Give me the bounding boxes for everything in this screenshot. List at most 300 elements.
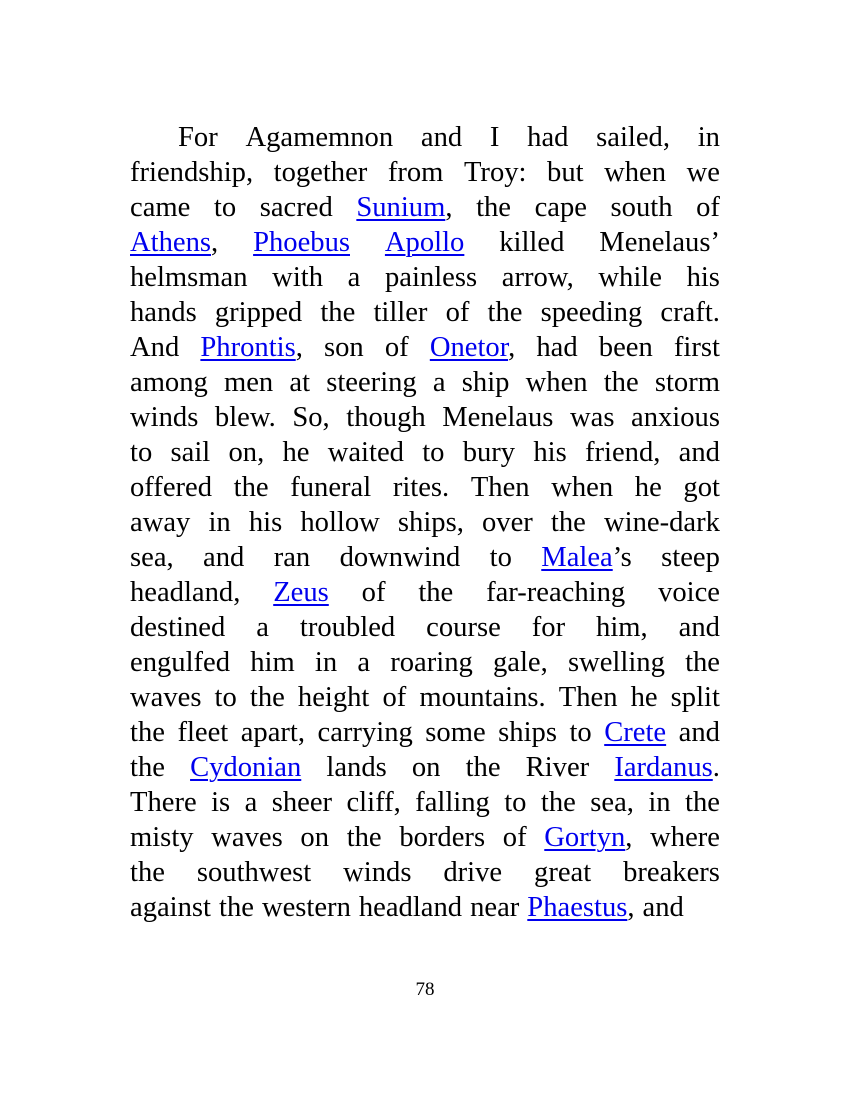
word xyxy=(425,715,485,750)
word-text: together xyxy=(273,157,368,188)
word xyxy=(260,190,333,225)
word-text: in xyxy=(208,507,231,538)
text-line xyxy=(130,890,720,925)
word xyxy=(443,855,502,890)
word-text: , xyxy=(627,892,635,923)
text-line xyxy=(130,820,720,855)
word xyxy=(604,505,720,540)
word xyxy=(130,820,194,855)
word xyxy=(623,855,720,890)
word xyxy=(274,155,368,190)
word xyxy=(130,505,190,540)
word-text: a xyxy=(357,647,371,678)
word xyxy=(476,190,511,225)
word xyxy=(541,785,576,820)
word xyxy=(470,890,519,925)
text-line xyxy=(130,785,720,820)
word xyxy=(599,330,653,365)
word xyxy=(215,295,302,330)
word xyxy=(463,435,515,470)
word xyxy=(215,680,237,715)
word xyxy=(224,365,273,400)
body-paragraph xyxy=(130,120,720,925)
word-text: fleet xyxy=(177,717,229,748)
word xyxy=(533,435,566,470)
word xyxy=(177,715,228,750)
word-text: the xyxy=(130,752,165,783)
word xyxy=(504,785,526,820)
word xyxy=(442,400,553,435)
word xyxy=(245,785,258,820)
word-text: There xyxy=(130,787,197,818)
word-text: apart, xyxy=(240,717,306,748)
word xyxy=(130,155,253,190)
word xyxy=(203,540,244,575)
word xyxy=(568,645,665,680)
word-text: of xyxy=(696,192,720,223)
word-text: and xyxy=(678,717,720,748)
word-text: though xyxy=(346,402,426,433)
word-text: ship xyxy=(461,367,510,398)
word xyxy=(462,365,510,400)
word xyxy=(385,260,477,295)
word-text: him xyxy=(250,647,295,678)
word xyxy=(415,785,490,820)
word xyxy=(324,330,364,365)
word-text: swelling xyxy=(567,647,665,678)
word xyxy=(245,120,393,155)
word-text: Menelaus’ xyxy=(599,227,720,258)
page-number: 78 xyxy=(415,979,435,1000)
word-text: of xyxy=(445,297,470,328)
word-text: the xyxy=(540,787,576,818)
word-text: and xyxy=(678,437,720,468)
word xyxy=(551,470,613,505)
text-line xyxy=(130,855,720,890)
text-line xyxy=(130,575,720,610)
word xyxy=(130,540,174,575)
word xyxy=(171,435,211,470)
word xyxy=(292,400,329,435)
text-line xyxy=(130,120,720,155)
text-line xyxy=(130,680,720,715)
word-text: gale, xyxy=(493,647,548,678)
word-text: sacred xyxy=(259,192,333,223)
word xyxy=(535,190,587,225)
word-text: the xyxy=(685,787,720,818)
word-text: ’s xyxy=(612,542,632,573)
word xyxy=(419,680,545,715)
word-text: headland, xyxy=(130,577,241,608)
word xyxy=(130,435,152,470)
word-text: men xyxy=(224,367,274,398)
word-text: a xyxy=(432,367,446,398)
word xyxy=(490,120,500,155)
word xyxy=(541,540,632,575)
word xyxy=(130,715,165,750)
word-text: first xyxy=(673,332,720,363)
word-text: painless xyxy=(385,262,478,293)
word-text: And xyxy=(130,332,180,363)
word-text: So, xyxy=(292,402,330,433)
word xyxy=(346,400,425,435)
word xyxy=(559,680,618,715)
word-text: voice xyxy=(658,577,720,608)
word-text: arrow, xyxy=(501,262,574,293)
word xyxy=(482,505,533,540)
word-text: drive xyxy=(443,857,503,888)
word xyxy=(228,435,264,470)
word xyxy=(596,120,670,155)
word-text: to xyxy=(213,192,237,223)
word xyxy=(698,120,720,155)
word xyxy=(253,225,350,260)
word xyxy=(130,225,218,260)
word-text: the xyxy=(550,507,586,538)
word-text: to xyxy=(569,717,592,748)
word-text: away xyxy=(130,507,191,538)
place-link[interactable]: Zeus xyxy=(273,577,329,608)
word-text: of xyxy=(361,577,386,608)
place-link[interactable]: Cydonian xyxy=(190,752,302,783)
word-text: and xyxy=(420,122,463,153)
word-text: the xyxy=(418,577,454,608)
word-text: the xyxy=(603,367,639,398)
word-text: got xyxy=(683,472,720,503)
word xyxy=(398,505,464,540)
word xyxy=(356,190,452,225)
word-text: I xyxy=(489,122,500,153)
word xyxy=(541,295,643,330)
word-text: came xyxy=(130,192,191,223)
word-text: steering xyxy=(326,367,417,398)
word xyxy=(534,855,591,890)
word-text: but xyxy=(547,157,584,188)
word xyxy=(250,680,285,715)
word xyxy=(421,120,462,155)
word xyxy=(685,785,720,820)
word-text: split xyxy=(670,682,720,713)
word-text: helmsman xyxy=(130,262,248,293)
word-text: son xyxy=(324,332,364,363)
word xyxy=(190,750,301,785)
word xyxy=(433,365,446,400)
word-text: craft. xyxy=(660,297,720,328)
word xyxy=(328,435,404,470)
word-text: , xyxy=(445,192,453,223)
word-text: he xyxy=(630,682,658,713)
word xyxy=(130,610,225,645)
word-text: in xyxy=(648,787,671,818)
word-text: ships, xyxy=(397,507,464,538)
word-text: south xyxy=(610,192,673,223)
word-text: of xyxy=(382,682,407,713)
word xyxy=(499,225,564,260)
word xyxy=(683,470,720,505)
word xyxy=(130,575,240,610)
place-link[interactable]: Iardanus xyxy=(614,752,713,783)
place-link[interactable]: Apollo xyxy=(384,227,465,258)
word-text: southwest xyxy=(196,857,312,888)
word xyxy=(526,365,588,400)
word-text: bury xyxy=(462,437,516,468)
word-text: his xyxy=(686,262,720,293)
word-text: height xyxy=(297,682,370,713)
text-line xyxy=(130,505,720,540)
word-text: troubled xyxy=(299,612,396,643)
word-text: in xyxy=(314,647,338,678)
word-text: his xyxy=(248,507,283,538)
word xyxy=(679,610,720,645)
place-link[interactable]: Gortyn xyxy=(544,822,626,853)
word-text: ran xyxy=(273,542,311,573)
word xyxy=(493,645,548,680)
word-text: sea, xyxy=(130,542,174,573)
word-text: the xyxy=(487,297,523,328)
place-link[interactable]: Phrontis xyxy=(200,332,296,363)
place-link[interactable]: Crete xyxy=(604,717,667,748)
word-text: sailed, xyxy=(596,122,671,153)
word-text: the xyxy=(130,857,165,888)
word-text: downwind xyxy=(339,542,461,573)
word-text: is xyxy=(211,787,231,818)
word-text: Troy: xyxy=(463,157,527,188)
word-text: a xyxy=(244,787,258,818)
word xyxy=(569,715,591,750)
word xyxy=(219,890,254,925)
word-text: when xyxy=(604,157,667,188)
word-text: at xyxy=(289,367,311,398)
word xyxy=(262,890,351,925)
word-text: been xyxy=(598,332,653,363)
word xyxy=(282,435,309,470)
word xyxy=(687,155,720,190)
word-text: Menelaus xyxy=(442,402,554,433)
word-text: the xyxy=(346,822,382,853)
word xyxy=(685,645,720,680)
place-link[interactable]: Onetor xyxy=(429,332,509,363)
word xyxy=(426,610,501,645)
place-link[interactable]: Malea xyxy=(541,542,613,573)
word xyxy=(347,820,382,855)
word xyxy=(412,750,441,785)
word-text: speeding xyxy=(540,297,643,328)
word-text: killed xyxy=(499,227,565,258)
word xyxy=(300,820,329,855)
word-text: when xyxy=(525,367,588,398)
word-text: western xyxy=(261,892,351,923)
word-text: near xyxy=(470,892,520,923)
word-text: where xyxy=(650,822,720,853)
word xyxy=(547,155,584,190)
word-text: to xyxy=(422,437,445,468)
word xyxy=(130,260,248,295)
word xyxy=(373,295,427,330)
word-text: over xyxy=(481,507,533,538)
word-text: had xyxy=(527,122,569,153)
word-text: a xyxy=(256,612,269,643)
place-link[interactable]: Athens xyxy=(130,227,212,258)
word xyxy=(570,400,614,435)
word xyxy=(385,330,409,365)
word xyxy=(215,400,276,435)
word xyxy=(362,575,386,610)
word xyxy=(326,365,417,400)
word-text: had xyxy=(536,332,578,363)
word xyxy=(200,330,303,365)
word xyxy=(300,610,395,645)
word-text: Agamemnon xyxy=(245,122,394,153)
word xyxy=(241,715,305,750)
word-text: he xyxy=(634,472,662,503)
word-text: the xyxy=(233,472,269,503)
word-text: sea, xyxy=(590,787,634,818)
word xyxy=(357,645,370,680)
word xyxy=(486,575,625,610)
word xyxy=(532,610,565,645)
text-line xyxy=(130,330,720,365)
word-text: far-reaching xyxy=(486,577,626,608)
word xyxy=(130,785,197,820)
word-text: a xyxy=(347,262,361,293)
place-link[interactable]: Phaestus xyxy=(527,892,628,923)
word xyxy=(536,330,577,365)
word-text: and xyxy=(203,542,245,573)
word-text: hollow xyxy=(300,507,380,538)
word xyxy=(273,575,329,610)
word xyxy=(464,155,527,190)
word-text: lands xyxy=(326,752,387,783)
word xyxy=(671,680,720,715)
word-text: winds xyxy=(130,402,199,433)
word xyxy=(418,575,453,610)
text-line xyxy=(130,365,720,400)
word xyxy=(488,295,523,330)
word xyxy=(631,400,720,435)
word xyxy=(130,890,211,925)
word xyxy=(178,120,218,155)
word-text: waves xyxy=(211,822,283,853)
word xyxy=(211,820,282,855)
word xyxy=(590,785,634,820)
word xyxy=(250,645,294,680)
word xyxy=(348,260,361,295)
word-text: headland xyxy=(358,892,463,923)
word-text: the xyxy=(130,717,165,748)
word xyxy=(658,575,720,610)
word-text: funeral xyxy=(290,472,372,503)
word xyxy=(388,155,444,190)
word-text: the xyxy=(685,647,720,678)
word xyxy=(298,680,369,715)
word-text: wine-dark xyxy=(603,507,720,538)
word-text: to xyxy=(504,787,527,818)
text-line xyxy=(130,470,720,505)
word-text: the xyxy=(249,682,285,713)
word-text: in xyxy=(697,122,720,153)
word xyxy=(130,855,165,890)
word-text: friend, xyxy=(584,437,661,468)
place-link[interactable]: Sunium xyxy=(356,192,446,223)
word-text: tiller xyxy=(373,297,428,328)
word xyxy=(598,260,662,295)
word xyxy=(399,820,485,855)
word-text: when xyxy=(551,472,614,503)
word xyxy=(130,750,165,785)
word xyxy=(130,330,179,365)
word xyxy=(614,750,720,785)
word-text: the xyxy=(320,297,356,328)
word xyxy=(289,365,310,400)
word-text: against xyxy=(130,892,211,923)
word xyxy=(274,540,311,575)
word xyxy=(635,470,662,505)
word xyxy=(503,820,527,855)
word-text: his xyxy=(533,437,567,468)
word xyxy=(130,295,197,330)
word xyxy=(674,330,720,365)
word-text: . xyxy=(712,752,720,783)
word-text: Then xyxy=(470,472,530,503)
text-line xyxy=(130,295,720,330)
place-link[interactable]: Phoebus xyxy=(253,227,350,258)
word xyxy=(643,890,684,925)
word xyxy=(130,470,212,505)
word-text: on xyxy=(300,822,329,853)
word-text: offered xyxy=(130,472,213,503)
word-text: and xyxy=(642,892,684,923)
word-text: Then xyxy=(558,682,618,713)
word xyxy=(326,750,386,785)
word xyxy=(596,610,648,645)
word-text: great xyxy=(534,857,592,888)
word xyxy=(320,295,355,330)
word-text: carrying xyxy=(317,717,413,748)
word xyxy=(343,855,411,890)
word-text: the xyxy=(219,892,254,923)
word xyxy=(446,295,470,330)
word-text: , xyxy=(211,227,219,258)
word-text: hands xyxy=(130,297,197,328)
word-text: of xyxy=(502,822,527,853)
word xyxy=(466,750,501,785)
word xyxy=(660,295,720,330)
word-text: waves xyxy=(130,682,202,713)
word xyxy=(490,540,512,575)
word xyxy=(679,435,720,470)
word-text: blew. xyxy=(214,402,276,433)
word xyxy=(655,365,720,400)
word-text: from xyxy=(387,157,444,188)
word-text: course xyxy=(426,612,501,643)
word-text: gripped xyxy=(214,297,303,328)
word xyxy=(604,155,666,190)
word xyxy=(214,190,236,225)
word xyxy=(130,190,190,225)
word-text: falling xyxy=(415,787,490,818)
word xyxy=(211,785,230,820)
text-line xyxy=(130,400,720,435)
word-text: storm xyxy=(654,367,720,398)
word-text: River xyxy=(525,752,590,783)
word-text: cape xyxy=(534,192,587,223)
word xyxy=(526,750,590,785)
word xyxy=(551,505,586,540)
word-text: while xyxy=(598,262,662,293)
word-text: , xyxy=(295,332,303,363)
word-text: , xyxy=(508,332,516,363)
word xyxy=(604,715,666,750)
